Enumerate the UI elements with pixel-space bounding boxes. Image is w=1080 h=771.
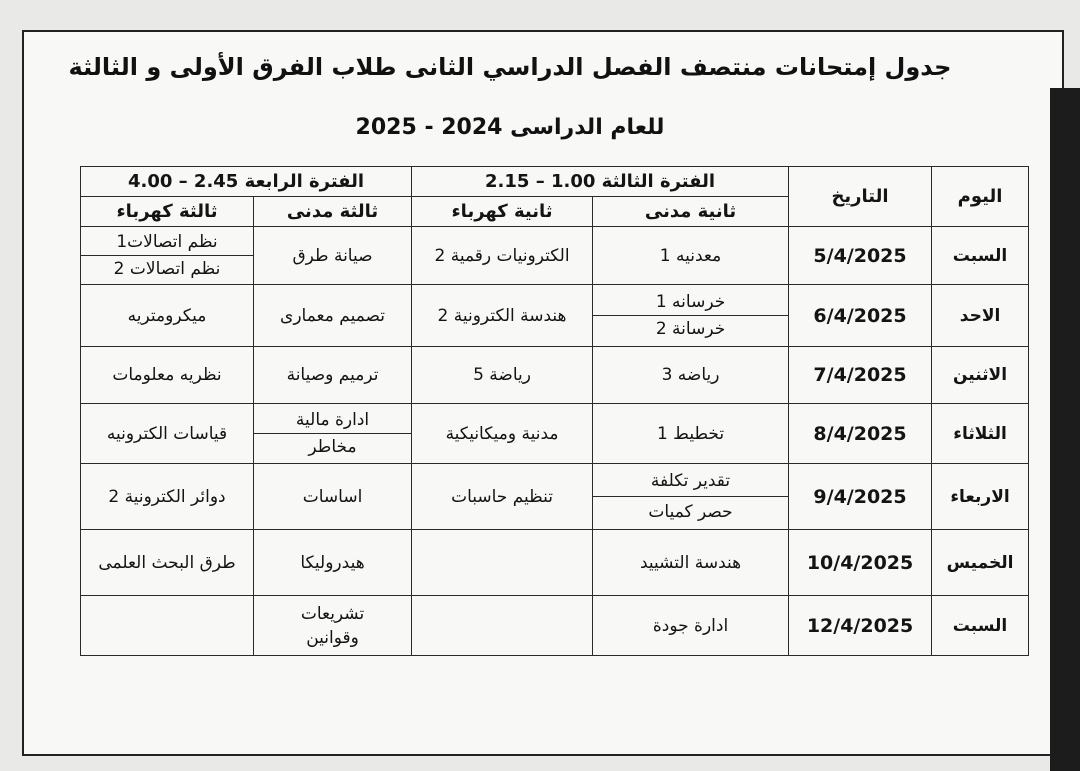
header-second-electrical: ثانية كهرباء: [412, 197, 593, 227]
exam-schedule-table: [80, 166, 1029, 656]
subject-part: مخاطر: [308, 437, 357, 457]
subject-part: تقدير تكلفة: [593, 466, 788, 497]
date-cell: 12/4/2025: [789, 596, 932, 656]
subject-part: حصر كميات: [648, 502, 733, 522]
subject-cell: رياضه 3: [593, 347, 789, 404]
header-second-civil: ثانية مدنى: [593, 197, 789, 227]
table-row: [81, 285, 1029, 347]
academic-year-subtitle: للعام الدراسى 2024 - 2025: [355, 115, 665, 140]
subject-cell-stacked: [254, 596, 412, 656]
date-cell: 10/4/2025: [789, 530, 932, 596]
subject-cell: مدنية وميكانيكية: [412, 404, 593, 464]
day-cell: الاثنين: [932, 347, 1029, 404]
subject-part: نظم اتصالات1: [81, 229, 253, 256]
day-cell: السبت: [932, 227, 1029, 285]
subject-cell: [412, 530, 593, 596]
date-cell: 9/4/2025: [789, 464, 932, 530]
document-title: جدول إمتحانات منتصف الفصل الدراسي الثانى طلاب الفرق الأولى و الثالثة: [68, 53, 952, 81]
subject-cell: هيدروليكا: [254, 530, 412, 596]
date-cell: 6/4/2025: [789, 285, 932, 347]
table-row: [81, 404, 1029, 464]
subject-cell: ترميم وصيانة: [254, 347, 412, 404]
subject-cell: طرق البحث العلمى: [81, 530, 254, 596]
subject-cell-split: [254, 404, 412, 464]
subject-part: وقوانين: [306, 627, 359, 648]
subject-cell-split: [81, 227, 254, 285]
subject-cell: هندسة التشييد: [593, 530, 789, 596]
header-date: التاريخ: [789, 167, 932, 227]
subject-cell: تصميم معمارى: [254, 285, 412, 347]
subject-cell: نظريه معلومات: [81, 347, 254, 404]
subject-cell: ميكرومتريه: [81, 285, 254, 347]
day-cell: السبت: [932, 596, 1029, 656]
header-period-3: الفترة الثالثة 1.00 – 2.15: [412, 167, 789, 197]
subject-cell: هندسة الكترونية 2: [412, 285, 593, 347]
subject-cell: ادارة جودة: [593, 596, 789, 656]
subject-part: تشريعات: [300, 603, 365, 624]
subject-cell: اساسات: [254, 464, 412, 530]
date-cell: 7/4/2025: [789, 347, 932, 404]
table-row: [81, 464, 1029, 530]
date-cell: 5/4/2025: [789, 227, 932, 285]
subject-cell: تنظيم حاسبات: [412, 464, 593, 530]
background-edge: [1050, 88, 1080, 771]
subject-cell: معدنيه 1: [593, 227, 789, 285]
subject-part: نظم اتصالات 2: [113, 259, 221, 279]
subject-part: خرسانة 2: [655, 319, 726, 339]
subject-cell: تخطيط 1: [593, 404, 789, 464]
day-cell: الثلاثاء: [932, 404, 1029, 464]
header-third-civil: ثالثة مدنى: [254, 197, 412, 227]
day-cell: الخميس: [932, 530, 1029, 596]
subject-cell: [81, 596, 254, 656]
subject-cell: قياسات الكترونيه: [81, 404, 254, 464]
date-cell: 8/4/2025: [789, 404, 932, 464]
day-cell: الاحد: [932, 285, 1029, 347]
table-row: [81, 227, 1029, 285]
subject-cell-split: [593, 464, 789, 530]
header-day: اليوم: [932, 167, 1029, 227]
subject-cell: الكترونيات رقمية 2: [412, 227, 593, 285]
header-period-4: الفترة الرابعة 2.45 – 4.00: [81, 167, 412, 197]
subject-cell: دوائر الكترونية 2: [81, 464, 254, 530]
table-row: [81, 596, 1029, 656]
subject-part: خرسانه 1: [593, 289, 788, 316]
subject-part: ادارة مالية: [254, 407, 411, 434]
header-row-periods: [81, 167, 1029, 197]
day-cell: الاربعاء: [932, 464, 1029, 530]
subject-cell: رياضة 5: [412, 347, 593, 404]
subject-cell-split: [593, 285, 789, 347]
table-row: [81, 530, 1029, 596]
subject-cell: [412, 596, 593, 656]
subject-cell: صيانة طرق: [254, 227, 412, 285]
table-row: [81, 347, 1029, 404]
header-third-electrical: ثالثة كهرباء: [81, 197, 254, 227]
